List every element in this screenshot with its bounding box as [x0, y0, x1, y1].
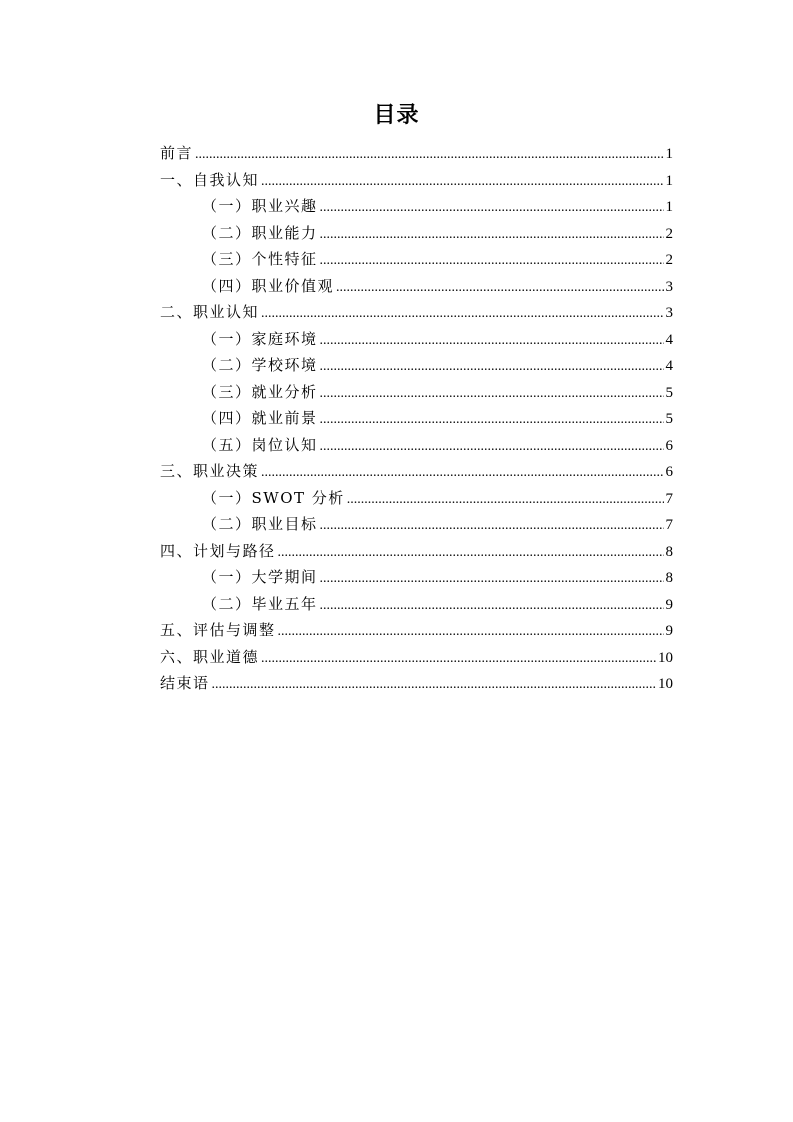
toc-entry-title: （一）SWOT 分析 — [202, 488, 345, 507]
toc-page-number: 4 — [665, 358, 673, 374]
toc-dot-leader — [212, 672, 656, 699]
toc-dot-leader — [261, 460, 663, 487]
toc-entry[interactable] — [160, 140, 673, 167]
toc-dot-leader — [320, 593, 664, 620]
toc-entry[interactable] — [160, 485, 673, 512]
toc-entry-title: （二）职业目标 — [202, 515, 318, 533]
toc-entry[interactable] — [160, 405, 673, 432]
toc-entry[interactable] — [160, 617, 673, 644]
toc-entry-title: 四、计划与路径 — [160, 541, 276, 560]
toc-entry[interactable] — [160, 299, 673, 326]
toc-entry-title: （一）家庭环境 — [202, 329, 318, 348]
toc-dot-leader — [320, 195, 664, 222]
toc-page-number: 6 — [665, 437, 673, 454]
toc-page-number: 1 — [665, 146, 673, 162]
toc-entry-title: 三、职业决策 — [160, 462, 260, 480]
toc-entry[interactable] — [160, 352, 673, 379]
toc-dot-leader — [261, 301, 663, 328]
toc-page-number: 5 — [665, 384, 673, 401]
toc-entry-title: 结束语 — [160, 674, 210, 692]
toc-page-number: 3 — [665, 278, 673, 295]
toc-entry[interactable] — [160, 273, 673, 300]
toc-entry-title: 一、自我认知 — [160, 170, 260, 189]
toc-page-number: 1 — [665, 172, 673, 189]
toc-page-number: 6 — [665, 464, 673, 480]
toc-entry-title: 前言 — [160, 144, 194, 162]
toc-dot-leader — [278, 619, 664, 646]
toc-page-number: 7 — [665, 490, 673, 507]
toc-dot-leader — [261, 646, 656, 673]
toc-dot-leader — [320, 328, 664, 355]
toc-dot-leader — [195, 142, 663, 169]
toc-entry-title: 六、职业道德 — [160, 647, 260, 666]
toc-entry[interactable] — [160, 591, 673, 618]
toc-entry[interactable] — [160, 193, 673, 220]
toc-page-number: 10 — [658, 676, 673, 692]
toc-entry-title: （一）大学期间 — [202, 568, 318, 586]
toc-entry[interactable] — [160, 538, 673, 565]
toc-page-number: 4 — [665, 331, 673, 348]
toc-dot-leader — [320, 407, 664, 434]
toc-entry[interactable] — [160, 432, 673, 459]
toc-entry-title: （二）学校环境 — [202, 356, 318, 374]
toc-entry[interactable] — [160, 458, 673, 485]
toc-entry[interactable] — [160, 379, 673, 406]
toc-entry-title: （三）个性特征 — [202, 250, 318, 268]
toc-entry-title: （一）职业兴趣 — [202, 197, 318, 215]
toc-entry[interactable] — [160, 670, 673, 697]
toc-dot-leader — [320, 381, 664, 408]
toc-dot-leader — [320, 566, 664, 593]
toc-page-number: 10 — [658, 649, 673, 666]
toc-dot-leader — [320, 222, 664, 249]
toc-page-number: 9 — [665, 623, 673, 639]
toc-entry[interactable] — [160, 564, 673, 591]
toc-page-number: 3 — [665, 305, 673, 321]
toc-dot-leader — [320, 434, 664, 461]
toc-page-number: 7 — [665, 517, 673, 533]
toc-entry-title: （二）职业能力 — [202, 223, 318, 242]
toc-entry[interactable] — [160, 246, 673, 273]
toc-dot-leader — [347, 487, 664, 514]
toc-entry[interactable] — [160, 326, 673, 353]
toc-dot-leader — [320, 248, 664, 275]
toc-page-number: 1 — [665, 199, 673, 215]
toc-page-number: 8 — [665, 543, 673, 560]
toc-entry-title: （三）就业分析 — [202, 382, 318, 401]
toc-page-number: 2 — [665, 225, 673, 242]
toc-entry[interactable] — [160, 511, 673, 538]
toc-page-number: 5 — [665, 411, 673, 427]
toc-dot-leader — [261, 169, 663, 196]
toc-entry-title: 二、职业认知 — [160, 303, 260, 321]
toc-entry-title: （四）职业价值观 — [202, 276, 335, 295]
toc-dot-leader — [320, 513, 664, 540]
toc-entry[interactable] — [160, 644, 673, 671]
toc-entry-title: （二）毕业五年 — [202, 594, 318, 613]
toc-dot-leader — [320, 354, 664, 381]
toc-title: 目录 — [373, 103, 420, 128]
toc-page-number: 2 — [665, 252, 673, 268]
toc-dot-leader — [336, 275, 663, 302]
toc-page-number: 9 — [665, 596, 673, 613]
toc-page-number: 8 — [665, 570, 673, 586]
toc-entry-title: （五）岗位认知 — [202, 435, 318, 454]
toc-list — [160, 140, 673, 697]
toc-dot-leader — [278, 540, 664, 567]
toc-entry-title: 五、评估与调整 — [160, 621, 276, 639]
toc-entry[interactable] — [160, 220, 673, 247]
toc-entry-title: （四）就业前景 — [202, 409, 318, 427]
toc-entry[interactable] — [160, 167, 673, 194]
